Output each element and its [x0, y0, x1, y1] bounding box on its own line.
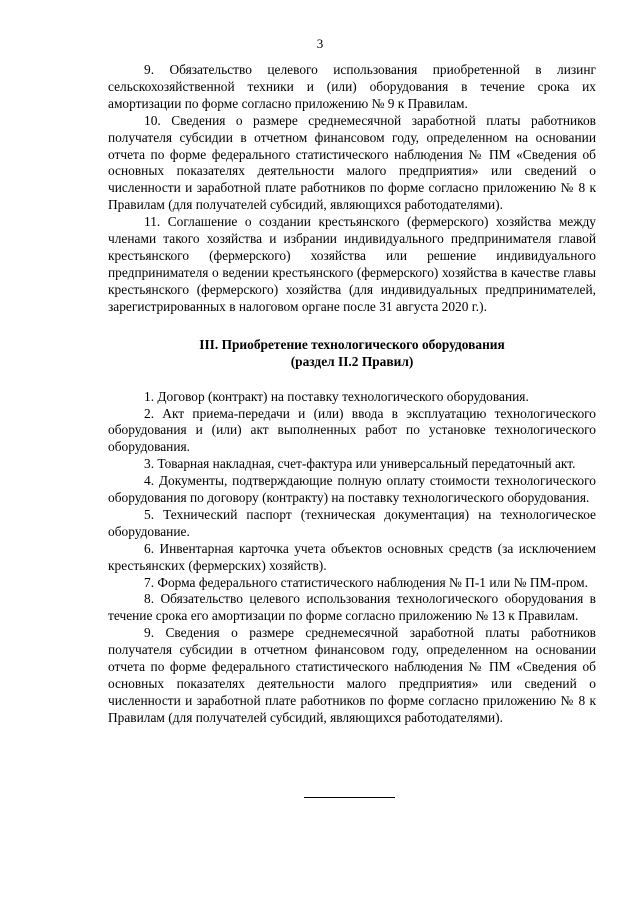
list-item: 3. Товарная накладная, счет-фактура или универсальный передаточный акт. [144, 456, 576, 472]
list-item: 1. Договор (контракт) на поставку технологического оборудования. [144, 388, 529, 404]
list-item: 4. Документы, подтверждающие полную оплату стоимости технологического оборудования по договору (контракту) на поставку технологического оборудования. [108, 473, 596, 506]
list-item: 6. Инвентарная карточка учета объектов основных средств (за исключением крестьянских (фермерских) хозяйств). [108, 540, 596, 573]
list-item: 9. Обязательство целевого использования приобретенной в лизинг сельскохозяйственной техники и (или) оборудования в течение срока их амортизации по форме согласно приложению № 9 к Правилам. [108, 62, 596, 111]
list-item: 10. Сведения о размере среднемесячной заработной платы работников получателя субсидии в отчетном финансовом году, определенном на основании отчета по форме федерального статистического наблюдения № ПМ «Сведения об основных показателях деятельности малого предприятия» или сведений о численности и заработной плате работников по форме согласно приложению № 8 к Правилам (для получателей субсидий, являющихся работодателями). [108, 112, 596, 213]
end-divider [304, 797, 395, 798]
section-title: III. Приобретение технологического оборудования [199, 336, 505, 352]
page-number: 3 [316, 36, 324, 51]
list-item: 9. Сведения о размере среднемесячной заработной платы работников получателя субсидии в отчетном финансовом году, определенном на основании отчета по форме федерального статистического наблюдения № ПМ «Сведения об основных показателях деятельности малого предприятия» или сведений о численности и заработной плате работников по форме согласно приложению № 8 к Правилам (для получателей субсидий, являющихся работодателями). [108, 625, 596, 725]
list-item: 8. Обязательство целевого использования технологического оборудования в течение срока его амортизации по форме согласно приложению № 13 к Правилам. [108, 591, 596, 624]
section-heading [108, 336, 596, 370]
list-item: 5. Технический паспорт (техническая документация) на технологическое оборудование. [108, 506, 596, 539]
document-body [108, 62, 596, 727]
list-item: 11. Соглашение о создании крестьянского (фермерского) хозяйства между членами такого хозяйства и избрании индивидуального предпринимателя главой крестьянского (фермерского) хозяйства или решение индивидуального предпринимателя о ведении крестьянского (фермерского) хозяйства в качестве главы крестьянского (фермерского) хозяйства (для индивидуальных предпринимателей, зарегистрированных в налоговом органе после 31 августа 2020 г.). [108, 214, 596, 314]
section-subtitle: (раздел II.2 Правил) [290, 353, 414, 369]
list-item: 2. Акт приема-передачи и (или) ввода в эксплуатацию технологического оборудования и (или) акт выполненных работ по установке технологического оборудования. [108, 405, 596, 455]
list-item: 7. Форма федерального статистического наблюдения № П-1 или № ПМ-пром. [144, 574, 588, 590]
